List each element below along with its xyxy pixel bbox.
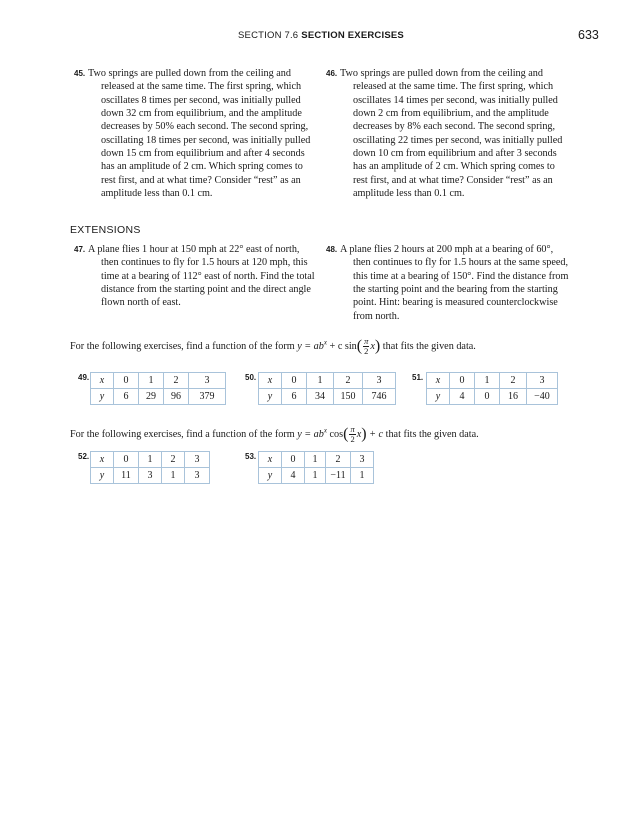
table-cell: 4 xyxy=(450,389,475,405)
table-cell: 4 xyxy=(282,468,305,484)
exercise-line: oscillating 18 times per second, was initially pulled xyxy=(101,134,311,146)
exercise-line: decreases by 50% each second. The second spring, xyxy=(101,121,309,133)
table-cell: 2 xyxy=(164,373,189,389)
table-row xyxy=(91,468,210,484)
exercise-line: distance from the starting point and the direct angle xyxy=(101,284,311,296)
exercise-line: rest first, and at what time? Consider “rest” as an xyxy=(353,174,553,186)
data-table-49 xyxy=(90,372,226,405)
exercise-line: down 10 cm from equilibrium and after 3 seconds xyxy=(353,148,557,160)
page-header xyxy=(0,30,630,46)
table-row xyxy=(427,373,558,389)
exercise-number: 46. xyxy=(326,69,338,78)
exercise-line: down 2 cm from equilibrium, and the amplitude xyxy=(353,108,549,120)
table-cell: x xyxy=(427,373,450,389)
exercise-line: amplitude less than 0.1 cm. xyxy=(353,188,465,200)
table-number: 53. xyxy=(245,452,257,461)
table-cell: 150 xyxy=(334,389,363,405)
exercise-line: the starting point and the bearing from the starting xyxy=(353,284,558,296)
table-cell: 1 xyxy=(139,452,162,468)
table-cell: 6 xyxy=(282,389,307,405)
table-cell: y xyxy=(91,389,114,405)
fraction-denominator: 2 xyxy=(350,434,355,444)
table-cell: 1 xyxy=(305,452,326,468)
section-number: SECTION 7.6 xyxy=(238,30,299,41)
formula-exponent: x xyxy=(323,426,327,435)
formula-variable: x xyxy=(356,428,362,440)
table-cell: 0 xyxy=(282,452,305,468)
table-cell: 1 xyxy=(307,373,334,389)
fraction-numerator: π xyxy=(350,424,355,434)
table-number: 52. xyxy=(78,452,90,461)
exercise-line: down 15 cm from equilibrium and after 4 seconds xyxy=(101,148,305,160)
table-cell: 11 xyxy=(114,468,139,484)
exercise-line: then continues to fly for 1.5 hours at 120 mph, this xyxy=(101,257,308,269)
exercise-line: has an amplitude of 2 cm. Which spring comes to xyxy=(101,161,303,173)
table-cell: 16 xyxy=(500,389,527,405)
table-cell: 3 xyxy=(351,452,374,468)
table-cell: x xyxy=(259,373,282,389)
table-cell: 0 xyxy=(282,373,307,389)
formula-term: + c sin xyxy=(326,340,357,352)
table-cell: 0 xyxy=(114,452,139,468)
table-row xyxy=(427,389,558,405)
table-cell: 3 xyxy=(363,373,396,389)
table-cell: y xyxy=(259,389,282,405)
table-cell: 379 xyxy=(189,389,226,405)
running-head xyxy=(238,30,404,41)
formula-variable: x xyxy=(370,340,375,352)
exercise-line: Two springs are pulled down from the ceiling and xyxy=(340,68,543,79)
table-cell: x xyxy=(259,452,282,468)
instruction-text: that fits the given data. xyxy=(380,340,476,352)
exercise-line: released at the same time. The first spring, which xyxy=(101,81,302,93)
exercise-line: A plane flies 2 hours at 200 mph at a bearing of 60°, xyxy=(340,244,554,255)
table-cell: y xyxy=(259,468,282,484)
table-cell: 1 xyxy=(162,468,185,484)
exercise-line: rest first, and at what time? Consider “rest” as an xyxy=(101,174,301,186)
exercise-line: then continues to fly for 1.5 hours at the same speed, xyxy=(353,257,569,269)
table-row xyxy=(91,389,226,405)
exercise-line: decreases by 8% each second. The second spring, xyxy=(353,121,556,133)
exercise-46 xyxy=(326,67,580,200)
table-cell: 2 xyxy=(334,373,363,389)
exercise-line: Two springs are pulled down from the ceiling and xyxy=(88,68,291,79)
table-cell: 96 xyxy=(164,389,189,405)
table-cell: 1 xyxy=(351,468,374,484)
instruction-text: For the following exercises, find a function of the form xyxy=(70,340,298,352)
table-row xyxy=(259,468,374,484)
table-cell: 29 xyxy=(139,389,164,405)
exercise-line: point. Hint: bearing is measured counterclockwise xyxy=(353,297,558,309)
table-row xyxy=(259,373,396,389)
table-cell: 2 xyxy=(326,452,351,468)
exercise-line: time at a bearing of 112° east of north. Find the total xyxy=(101,270,315,282)
exercise-line: has an amplitude of 2 cm. Which spring comes to xyxy=(353,161,555,173)
exercise-line: this time at a bearing of 150°. Find the distance from xyxy=(353,270,569,282)
instruction-cosine-form: For the following exercises, find a function of the form $y = ab^x$ cos( $\frac{\pi}{2}$ x) + c that fits the given data. xyxy=(70,424,479,444)
table-cell: x xyxy=(91,373,114,389)
exercise-line: oscillating 22 times per second, was initially pulled xyxy=(353,134,563,146)
table-cell: 3 xyxy=(189,373,226,389)
table-cell: 1 xyxy=(305,468,326,484)
table-cell: 2 xyxy=(500,373,527,389)
formula: y = ab xyxy=(297,340,324,352)
table-number: 50. xyxy=(245,373,257,382)
pi-over-two-fraction xyxy=(349,425,355,444)
table-row xyxy=(259,389,396,405)
formula: y = ab xyxy=(297,428,324,440)
exercise-line: oscillates 8 times per second, was initially pulled xyxy=(101,94,301,106)
table-cell: 3 xyxy=(527,373,558,389)
table-cell: x xyxy=(91,452,114,468)
pi-over-two-fraction xyxy=(363,337,369,356)
formula-term: cos xyxy=(326,428,344,440)
exercise-line: A plane flies 1 hour at 150 mph at 22° east of north, xyxy=(88,244,300,255)
table-cell: 0 xyxy=(114,373,139,389)
exercise-number: 45. xyxy=(74,69,86,78)
section-title: SECTION EXERCISES xyxy=(301,30,404,41)
table-number: 49. xyxy=(78,373,90,382)
instruction-text: For the following exercises, find a function of the form xyxy=(70,428,298,440)
exercise-line: flown north of east. xyxy=(101,297,181,309)
exercise-47 xyxy=(74,243,323,310)
extensions-heading: EXTENSIONS xyxy=(70,224,141,236)
table-cell: 0 xyxy=(475,389,500,405)
fraction-numerator: π xyxy=(364,336,369,346)
table-cell: 3 xyxy=(185,452,210,468)
data-table-53 xyxy=(258,451,374,484)
exercise-number: 47. xyxy=(74,245,86,254)
table-cell: 3 xyxy=(185,468,210,484)
exercise-line: amplitude less than 0.1 cm. xyxy=(101,188,213,200)
page-number: 633 xyxy=(578,28,599,42)
table-cell: 6 xyxy=(114,389,139,405)
table-cell: 0 xyxy=(450,373,475,389)
table-row xyxy=(91,373,226,389)
formula-exponent: x xyxy=(323,338,327,347)
table-cell: 2 xyxy=(162,452,185,468)
exercise-45 xyxy=(74,67,318,200)
data-table-51 xyxy=(426,372,558,405)
fraction-denominator: 2 xyxy=(364,346,369,356)
formula-term: + c xyxy=(366,428,384,440)
table-cell: 3 xyxy=(139,468,162,484)
table-cell: −11 xyxy=(326,468,351,484)
table-cell: y xyxy=(91,468,114,484)
table-row xyxy=(259,452,374,468)
data-table-50 xyxy=(258,372,396,405)
table-cell: 746 xyxy=(363,389,396,405)
exercise-line: down 32 cm from equilibrium, and the amplitude xyxy=(101,108,302,120)
exercise-line: from north. xyxy=(353,310,400,322)
table-cell: 1 xyxy=(475,373,500,389)
exercise-line: oscillates 14 times per second, was initially pulled xyxy=(353,94,558,106)
table-number: 51. xyxy=(412,373,424,382)
exercise-48 xyxy=(326,243,580,323)
table-cell: y xyxy=(427,389,450,405)
exercise-number: 48. xyxy=(326,245,338,254)
table-cell: −40 xyxy=(527,389,558,405)
instruction-sine-form: For the following exercises, find a function of the form $y = ab^x + c$ sin( $\frac{\pi}{2}$ x) that fits the given data. xyxy=(70,336,476,356)
table-cell: 1 xyxy=(139,373,164,389)
instruction-text: that fits the given data. xyxy=(383,428,479,440)
table-cell: 34 xyxy=(307,389,334,405)
exercise-line: released at the same time. The first spring, which xyxy=(353,81,554,93)
table-row xyxy=(91,452,210,468)
data-table-52 xyxy=(90,451,210,484)
